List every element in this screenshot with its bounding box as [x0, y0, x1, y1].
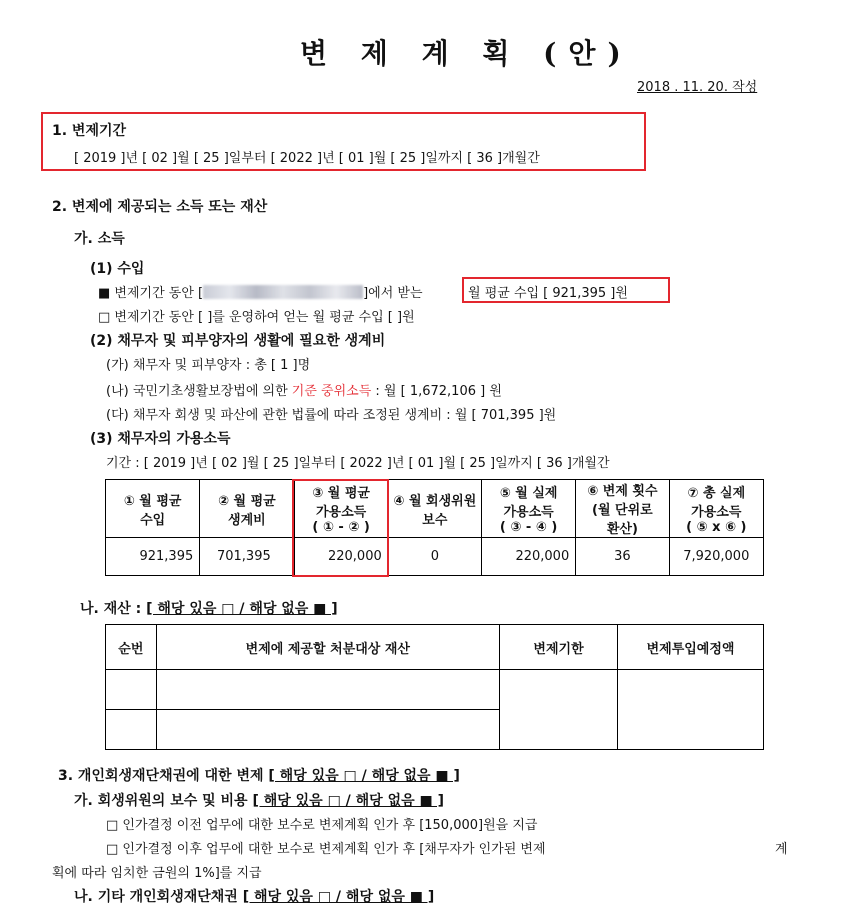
header-seq: 순번: [106, 625, 157, 670]
header-property: 변제에 제공할 처분대상 재산: [156, 625, 499, 670]
header-total-available: ⑦ 총 실제 가용소득 ( ⑤ x ⑥ ): [669, 480, 763, 538]
income-heading: (1) 수입: [90, 261, 145, 277]
property-options: [ 해당 있음 □ / 해당 없음 ■ ]: [146, 601, 338, 617]
trustee-fee-options: [ 해당 있음 □ / 해당 없음 ■ ]: [252, 793, 445, 809]
available-income-period: 기간 : [ 2019 ]년 [ 02 ]월 [ 25 ]일부터 [ 2022 ]년 [ 01 ]월 [ 25 ]일까지 [ 36 ]개월간: [106, 456, 610, 471]
other-claims-heading: 나. 기타 개인회생재단채권: [74, 889, 243, 905]
monthly-income-value: 월 평균 수입 [ 921,395 ]원: [468, 286, 628, 301]
income-line-1: [98, 282, 423, 301]
other-claims-line: [74, 886, 434, 906]
empty-cell: [106, 670, 157, 710]
property-label: 나. 재산 :: [80, 601, 147, 617]
trustee-fee-line: [74, 790, 444, 810]
trustee-fee-item-2: □ 인가결정 이후 업무에 대한 보수로 변제계획 인가 후 [채무자가 인가된 변제: [106, 842, 546, 857]
trustee-fee-item-2-tail: 계: [775, 842, 788, 857]
available-income-heading: (3) 채무자의 가용소득: [90, 431, 231, 447]
header-repayment-count: ⑥ 변제 횟수 (월 단위로 환산): [576, 480, 669, 538]
value-repayment-count: 36: [576, 538, 669, 576]
trustee-fee-heading: 가. 회생위원의 보수 및 비용: [74, 793, 253, 809]
document-title: 변 제 계 획 (안): [300, 37, 633, 70]
median-income-label: 기준 중위소득: [291, 384, 372, 399]
section1-period: [ 2019 ]년 [ 02 ]월 [ 25 ]일부터 [ 2022 ]년 [ 01 ]월 [ 25 ]일까지 [ 36 ]개월간: [74, 151, 540, 166]
table-header-row: [106, 480, 764, 538]
empty-cell: [618, 670, 764, 750]
header-planned-amount: 변제투입예정액: [618, 625, 764, 670]
property-table: [105, 624, 764, 750]
trustee-fee-item-1: □ 인가결정 이전 업무에 대한 보수로 변제계획 인가 후 [150,000]원을 지급: [106, 818, 538, 833]
living-cost-heading: (2) 채무자 및 피부양자의 생활에 필요한 생계비: [90, 333, 386, 349]
section1-heading: 1. 변제기간: [52, 123, 127, 139]
section3-heading: 3. 개인회생재단채권에 대한 변제: [58, 768, 269, 784]
income-subsection-heading: 가. 소득: [74, 231, 125, 247]
median-income-pre: (나) 국민기초생활보장법에 의한: [106, 384, 292, 399]
value-living-cost: 701,395: [200, 538, 294, 576]
header-monthly-income: ① 월 평균 수입: [106, 480, 200, 538]
value-trustee-fee: 0: [388, 538, 481, 576]
adjusted-living-cost: (다) 채무자 회생 및 파산에 관한 법률에 따라 조정된 생계비 : 월 [ 701,395 ]원: [106, 408, 557, 423]
empty-cell: [106, 710, 157, 750]
section3-options: [ 해당 있음 □ / 해당 없음 ■ ]: [268, 768, 460, 784]
dependents-count: (가) 채무자 및 피부양자 : 총 [ 1 ]명: [106, 358, 311, 373]
trustee-fee-item-2-continued: 획에 따라 임치한 금원의 1%]를 지급: [52, 866, 262, 881]
income-line-2: □ 변제기간 동안 [ ]를 운영하여 얻는 월 평균 수입 [ ]원: [98, 310, 415, 325]
header-actual-available: ⑤ 월 실제 가용소득 ( ③ - ④ ): [481, 480, 575, 538]
property-line: [80, 598, 338, 618]
header-living-cost: ② 월 평균 생계비: [200, 480, 294, 538]
header-available-income: ③ 월 평균 가용소득 ( ① - ② ): [294, 480, 388, 538]
available-income-highlight-box: [292, 479, 389, 577]
value-available-income: 220,000: [294, 538, 388, 576]
other-claims-options: [ 해당 있음 □ / 해당 없음 ■ ]: [242, 889, 435, 905]
empty-cell: [156, 710, 499, 750]
empty-cell: [156, 670, 499, 710]
header-trustee-fee: ④ 월 회생위원 보수: [388, 480, 481, 538]
empty-cell: [499, 670, 617, 750]
available-income-table: [105, 479, 764, 576]
table-row: [106, 538, 764, 576]
median-income-line: [106, 380, 502, 399]
section3-line: [58, 765, 460, 785]
section2-heading: 2. 변제에 제공되는 소득 또는 재산: [52, 199, 268, 215]
income-line1-pre: ■ 변제기간 동안 [: [98, 286, 204, 301]
date-written: 2018 . 11. 20. 작성: [637, 80, 758, 95]
income-line1-post: ]에서 받는: [363, 286, 423, 301]
value-actual-available: 220,000: [481, 538, 575, 576]
property-header-row: [106, 625, 764, 670]
value-monthly-income: 921,395: [106, 538, 200, 576]
table-row: [106, 670, 764, 710]
redacted-employer-name: [203, 285, 363, 299]
value-total-available: 7,920,000: [669, 538, 763, 576]
median-income-post: : 월 [ 1,672,106 ] 원: [371, 384, 502, 399]
header-deadline: 변제기한: [499, 625, 617, 670]
